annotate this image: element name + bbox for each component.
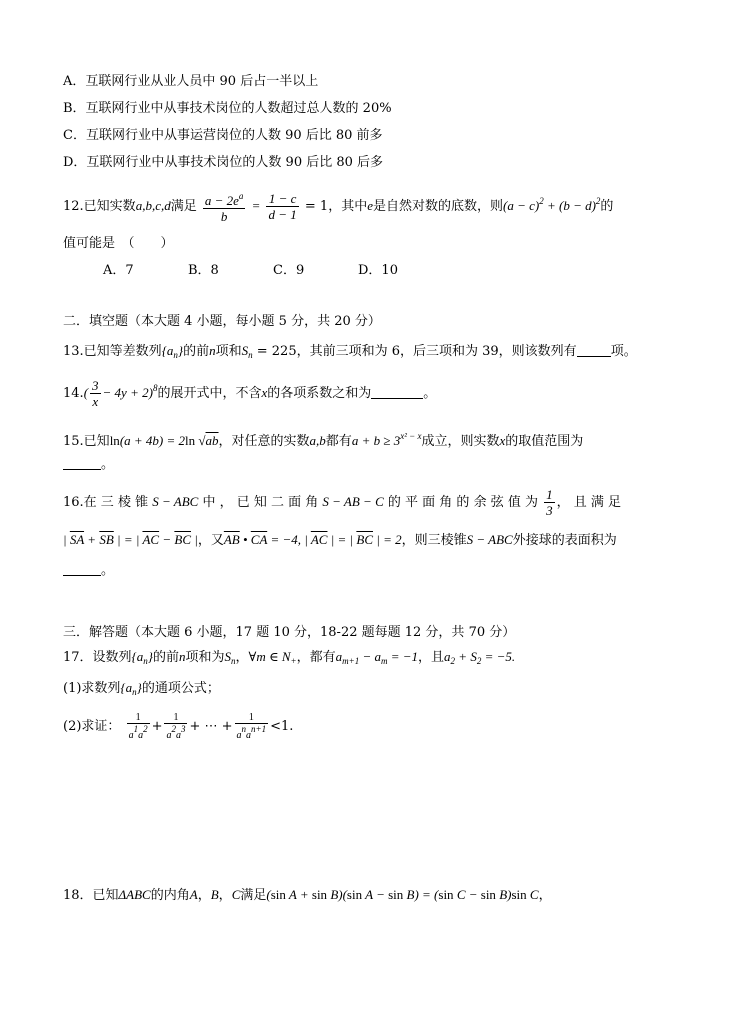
question-12: 12.已知实数a,b,c,d满足 $\frac{a - 2e^a}{b}$ = $\frac{1 - c}{d - 1}$ = 1，其中e是自然对数的底数，则$(a - c)^2 + (b - d)^2$的 xyxy=(63,191,614,224)
question-13: 13.已知等差数列$\{a_n\}$的前n项和$S_n = 225$，其前三项和为 6，后三项和为 39，则该数列有 项。 xyxy=(63,343,637,360)
question-15: 15.已知ln(a + 4b) = 2ln √ab，对任意的实数a,b都有$a + b \ge 3^{x^2 - x}$成立，则实数x的取值范围为 xyxy=(63,431,584,449)
question-12-options: A．7 B．8 C．9 D．10 xyxy=(103,263,398,278)
answer-blank xyxy=(577,356,611,357)
question-17-part1: (1)求数列$\{a_n\}$的通项公式； xyxy=(63,680,220,697)
answer-blank xyxy=(63,575,101,576)
question-14: 14.( $\frac{3}{x}$ − 4y + 2)$^8$的展开式中，不含x的各项系数之和为 。 xyxy=(63,378,437,409)
answer-blank xyxy=(63,469,101,470)
question-15-line2: 。 xyxy=(63,456,114,474)
option-b: B．互联网行业中从事技术岗位的人数超过总人数的 20% xyxy=(63,101,392,116)
option-a: A．互联网行业从业人员中 90 后占一半以上 xyxy=(63,74,319,89)
answer-blank xyxy=(371,398,423,399)
question-17-part2: (2)求证： $\frac{1}{a1a2}$ + $\frac{1}{a2a3}$ + ⋯ + $\frac{1}{\text{anan+1}}$ <1. xyxy=(63,712,294,741)
question-17: 17．设数列$\{a_n\}$的前n项和为$S_n$，∀m ∈ $N_+$，都有$a_{m+1} - a_m = -1$，且$a_2 + S_2 = -5$. xyxy=(63,649,516,666)
option-d: D．互联网行业中从事技术岗位的人数 90 后比 80 后多 xyxy=(63,155,384,170)
question-16: 16.在 三 棱 锥 S − ABC 中 ， 已 知 二 面 角 S − AB − C 的 平 面 角 的 余 弦 值 为 $\frac{1}{3}$ ， 且 满 足 xyxy=(63,487,622,518)
option-c: C．互联网行业中从事运营岗位的人数 90 后比 80 前多 xyxy=(63,128,383,143)
section-2-header: 二．填空题（本大题 4 小题，每小题 5 分，共 20 分） xyxy=(63,314,381,329)
fraction-2: $\frac{1 - c}{d - 1}$ xyxy=(268,191,297,222)
section-3-header: 三．解答题（本大题 6 小题，17 题 10 分，18-22 题每题 12 分，共 70 分） xyxy=(63,625,516,640)
question-16-line3: 。 xyxy=(63,562,114,580)
fraction-1: $\frac{a - 2e^a}{b}$ xyxy=(204,191,244,224)
question-18: 18．已知ΔABC的内角A，B，C满足(sin A + sin B)(sin A − sin B) = (sin C − sin B)sin C， xyxy=(63,887,552,903)
question-12-line2: 值可能是 （ ） xyxy=(63,236,174,251)
question-16-line2: | $\overline{SA} + \overline{SB}$ | = | $\overline{AC} - \overline{BC}$ |，又$\overline{AB}$ • $\overline{CA} = -4$, | $\overline{AC}$ | = | $\overline{BC}$ | = 2，则三棱锥S − ABC外接球的表面积为 xyxy=(63,532,617,548)
